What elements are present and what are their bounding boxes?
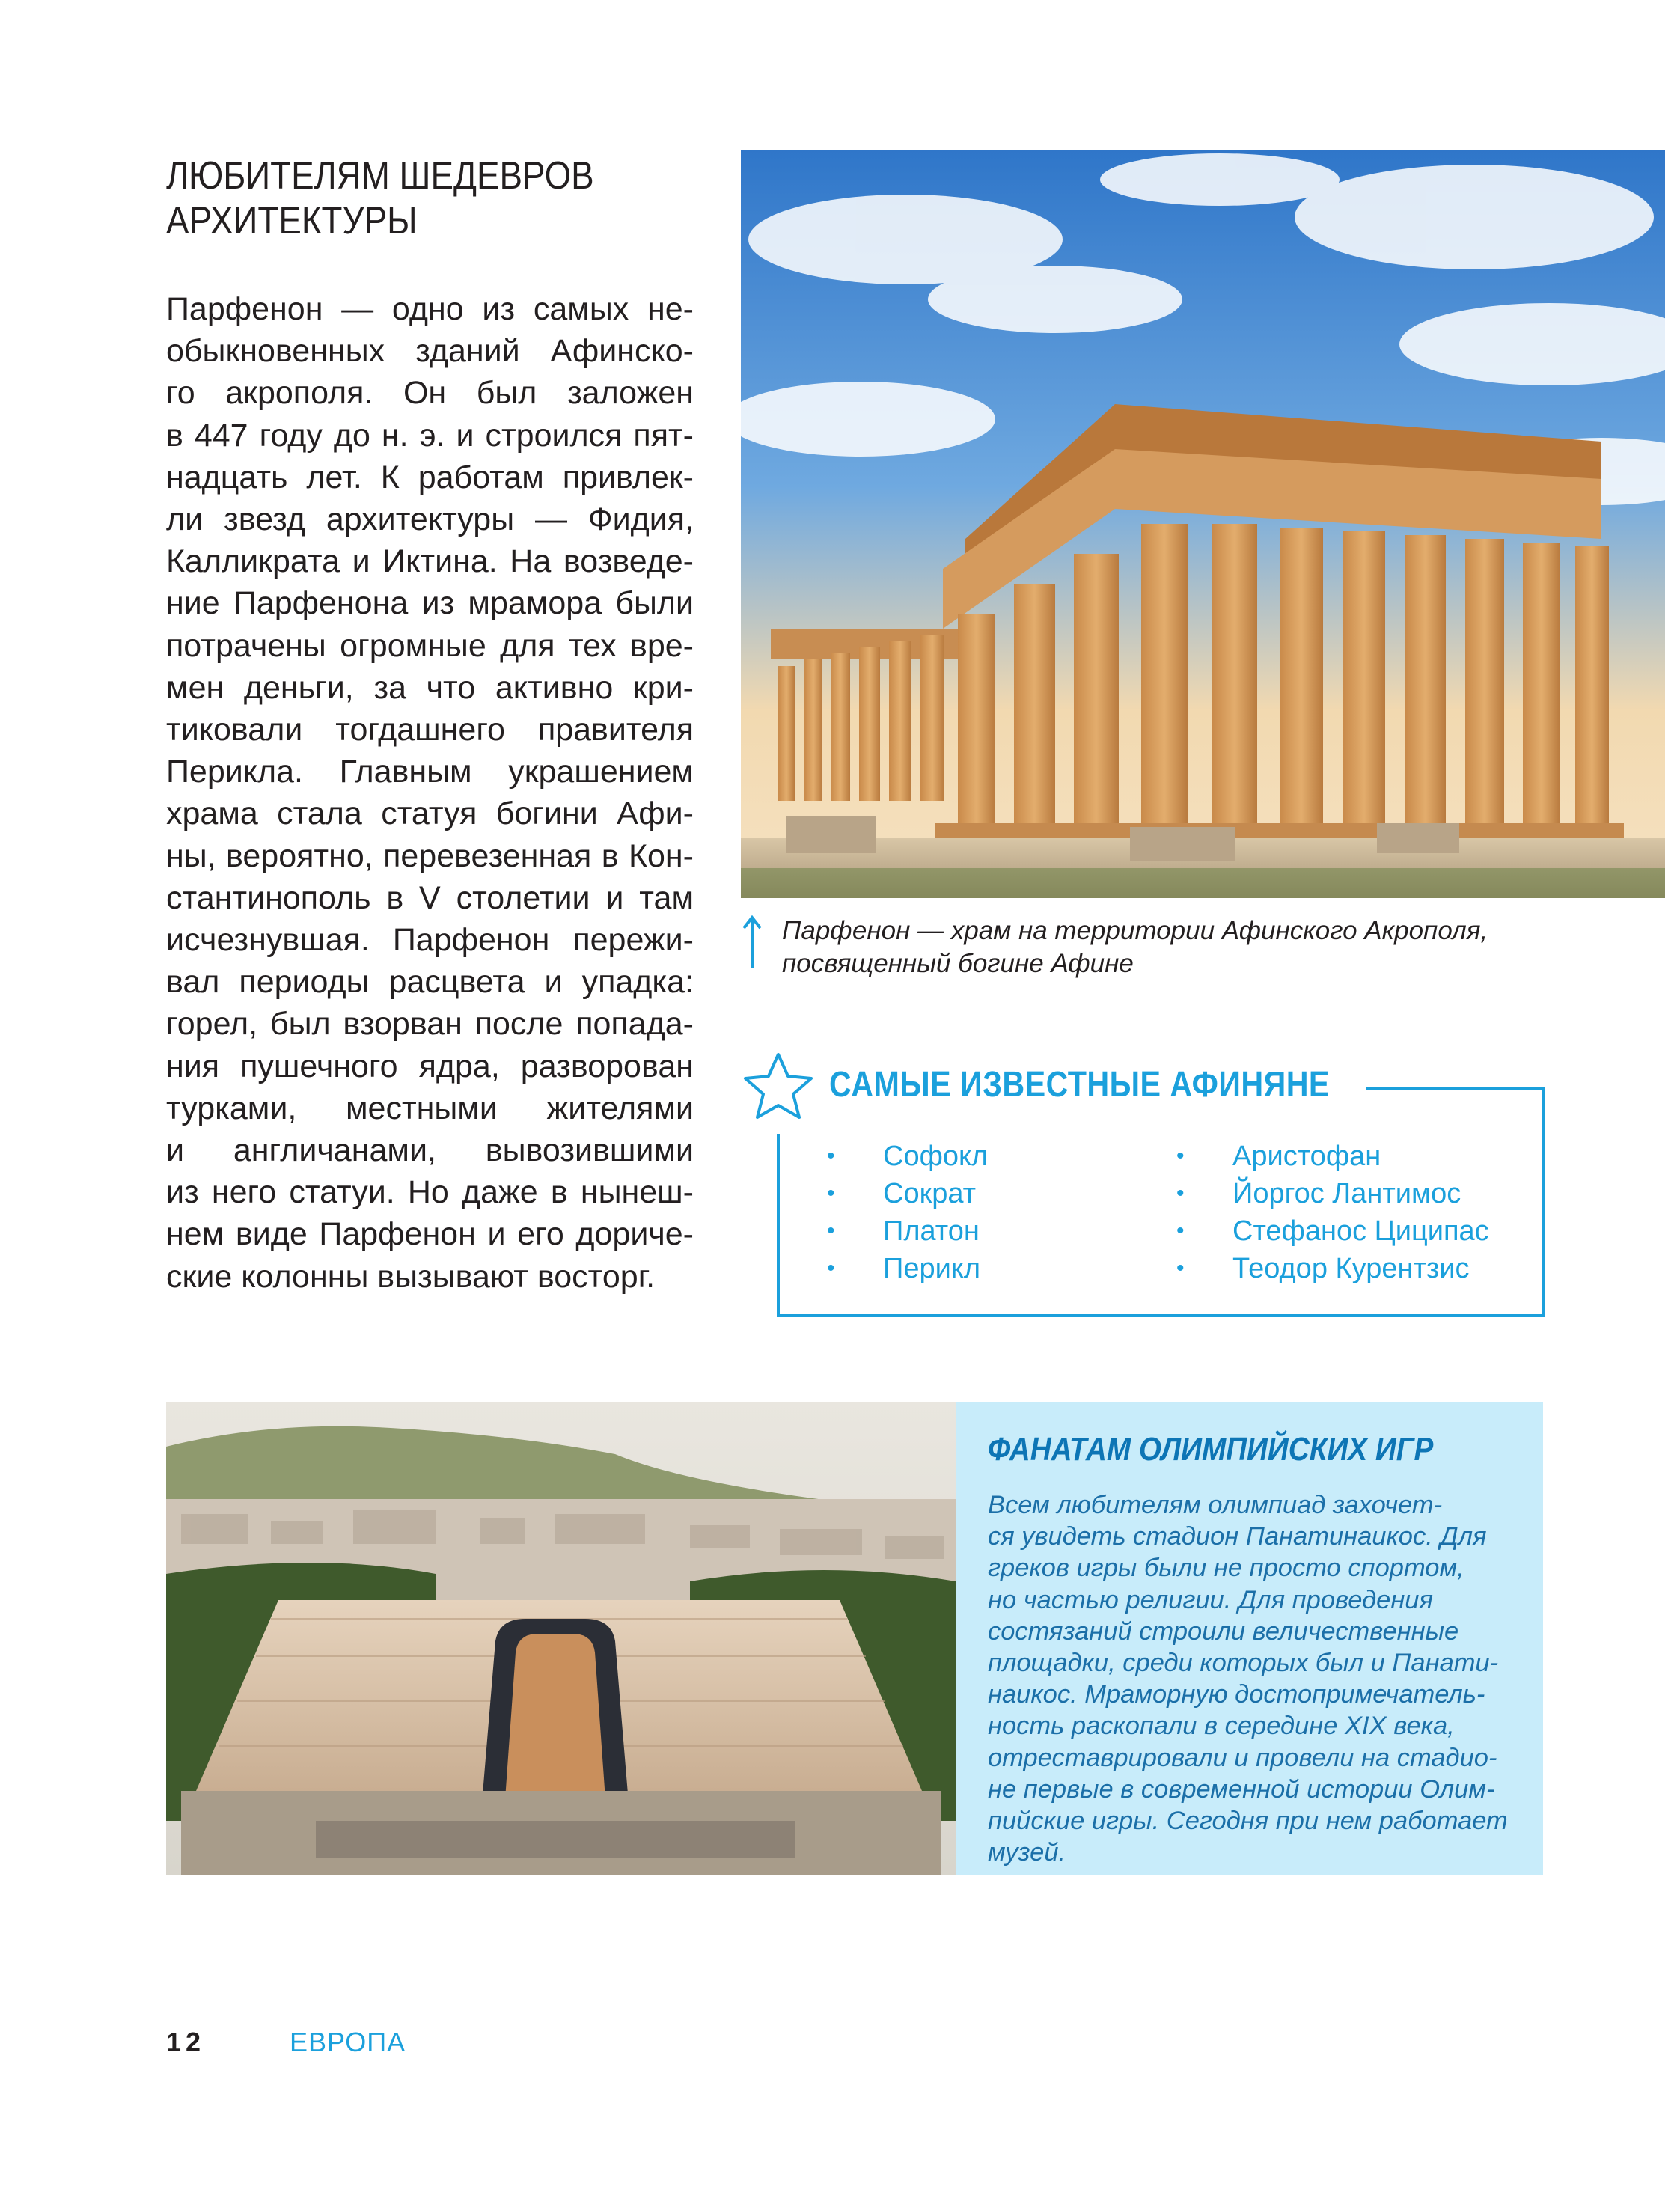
list-item-name: Сократ: [883, 1178, 977, 1209]
text-line: не первые в современной истории Олим-: [988, 1774, 1495, 1804]
heading-line: АРХИТЕКТУРЫ: [166, 199, 418, 242]
panathenaic-stadium-photo: [166, 1402, 956, 1875]
list-item: [1176, 1250, 1528, 1287]
list-item: [1176, 1175, 1528, 1212]
list-item-name: Стефанос Циципас: [1232, 1215, 1489, 1247]
parthenon-photo: [741, 150, 1665, 898]
text-line: в 447 году до н. э. и строился пят-: [166, 417, 694, 454]
list-item: [827, 1212, 1179, 1250]
famous-athenians-title: САМЫЕ ИЗВЕСТНЫЕ АФИНЯНЕ: [829, 1065, 1330, 1105]
text-line: потрачены огромные для тех вре-: [166, 627, 694, 664]
text-line: обыкновенных зданий Афинско-: [166, 333, 694, 370]
bullet-icon: •: [827, 1144, 835, 1168]
text-line: и англичанами, вывозившими: [166, 1132, 694, 1169]
text-line: исчезнувшая. Парфенон пережи-: [166, 922, 694, 959]
caption-line: посвященный богине Афине: [782, 949, 1134, 978]
famous-list-right: [1176, 1138, 1528, 1287]
famous-list-left: [827, 1138, 1179, 1287]
text-line: музей.: [988, 1838, 1066, 1867]
text-line: ны, вероятно, перевезенная в Кон-: [166, 837, 694, 874]
text-line: площадки, среди которых был и Панати-: [988, 1649, 1499, 1678]
text-line: отреставрировали и провели на стадио-: [988, 1743, 1497, 1772]
list-item-name: Йоргос Лантимос: [1232, 1178, 1461, 1209]
caption-line: Парфенон — храм на территории Афинского Акрополя,: [782, 916, 1488, 945]
list-item-name: Аристофан: [1232, 1141, 1381, 1172]
text-line: состязаний строили величественные: [988, 1617, 1459, 1646]
text-line: надцать лет. К работам привлек-: [166, 459, 694, 495]
stadium-illustration: [166, 1402, 956, 1875]
star-icon: [745, 1054, 811, 1117]
text-line: турками, местными жителями: [166, 1090, 694, 1126]
text-line: ние Парфенона из мрамора были: [166, 585, 694, 622]
parthenon-illustration: [741, 150, 1665, 898]
text-line: ность раскопали в середине XIX века,: [988, 1712, 1455, 1741]
text-line: мен деньги, за что активно кри-: [166, 669, 694, 706]
bullet-icon: •: [1176, 1218, 1185, 1243]
heading-line: ЛЮБИТЕЛЯМ ШЕДЕВРОВ: [166, 154, 594, 198]
section-heading: [166, 153, 641, 243]
bullet-icon: •: [1176, 1256, 1185, 1280]
text-line: стантинополь в V столетии и там: [166, 879, 694, 916]
bullet-icon: •: [1176, 1181, 1185, 1206]
text-line: Парфенон — одно из самых не-: [166, 291, 694, 327]
text-line: горел, был взорван после попада-: [166, 1006, 694, 1043]
bullet-icon: •: [827, 1218, 835, 1243]
list-item-name: Перикл: [883, 1253, 981, 1284]
page-number: 12: [166, 2027, 206, 2057]
text-line: нем виде Парфенон и его дориче-: [166, 1216, 694, 1253]
text-line: ния пушечного ядра, разворован: [166, 1048, 694, 1084]
text-line: вал периоды расцвета и упадка:: [166, 964, 694, 1001]
text-line: ся увидеть стадион Панатинаикос. Для: [988, 1522, 1487, 1551]
bullet-icon: •: [1176, 1144, 1185, 1168]
text-line: но частью религии. Для проведения: [988, 1585, 1433, 1614]
text-line: го акрополя. Он был заложен: [166, 375, 694, 412]
list-item-name: Софокл: [883, 1141, 989, 1172]
list-item: [827, 1175, 1179, 1212]
photo-caption: [782, 915, 1643, 980]
list-item: [827, 1250, 1179, 1287]
text-line: наикос. Мраморную достопримечатель-: [988, 1680, 1485, 1709]
list-item: [1176, 1212, 1528, 1250]
up-arrow-icon: [741, 915, 763, 970]
list-item-name: Платон: [883, 1215, 980, 1247]
bullet-icon: •: [827, 1181, 835, 1206]
text-line: из него статуи. Но даже в нынеш-: [166, 1174, 694, 1211]
text-line: пийские игры. Сегодня при нем работает: [988, 1807, 1508, 1836]
text-line: греков игры были не просто спортом,: [988, 1554, 1464, 1583]
olympic-text: [988, 1489, 1534, 1868]
list-item-name: Теодор Курентзис: [1232, 1253, 1470, 1284]
text-line: Калликрата и Иктина. На возведе-: [166, 543, 694, 580]
list-item: [1176, 1138, 1528, 1175]
olympic-title: ФАНАТАМ ОЛИМПИЙСКИХ ИГР: [988, 1431, 1434, 1468]
text-line: ли звезд архитектуры — Фидия,: [166, 501, 694, 538]
text-line: ские колонны вызывают восторг.: [166, 1258, 656, 1295]
text-line: Всем любителям олимпиад захочет-: [988, 1491, 1443, 1519]
list-item: [827, 1138, 1179, 1175]
text-line: храма стала статуя богини Афи-: [166, 796, 694, 832]
text-line: тиковали тогдашнего правителя: [166, 712, 694, 748]
parthenon-article: [166, 288, 694, 1298]
bullet-icon: •: [827, 1256, 835, 1280]
text-line: Перикла. Главным украшением: [166, 754, 694, 790]
section-name: ЕВРОПА: [290, 2027, 406, 2057]
